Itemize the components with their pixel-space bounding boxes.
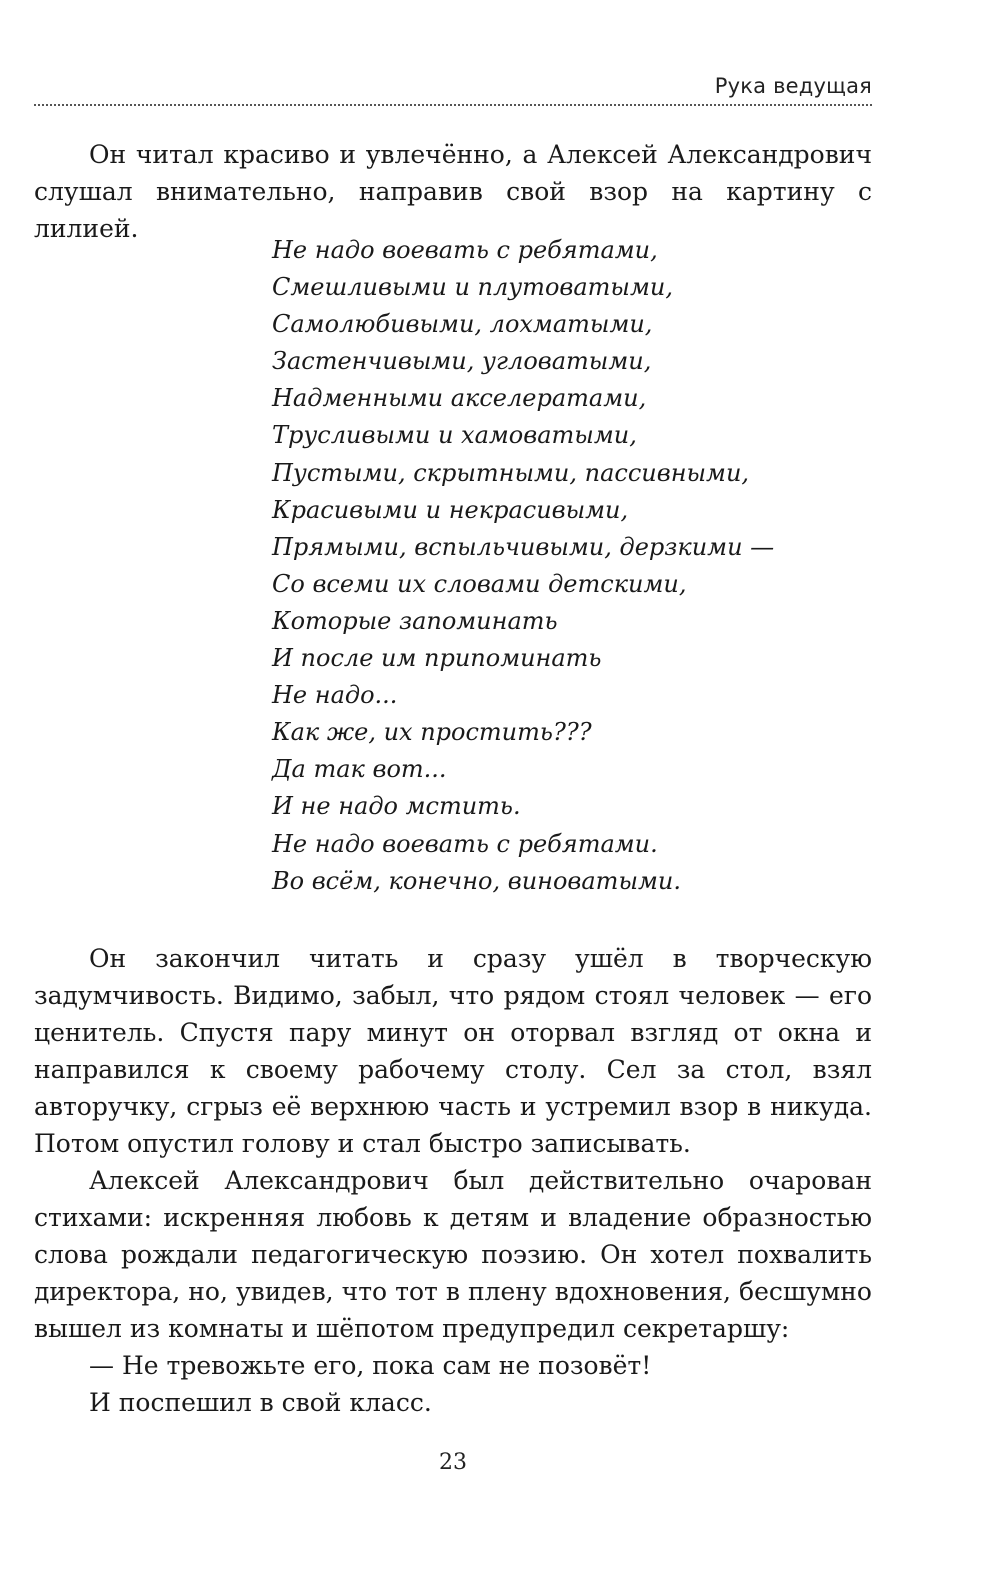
poem-line: Не надо воевать с ребятами, [272,236,658,264]
poem-line: Красивыми и некрасивыми, [272,495,629,524]
paragraph: Он читал красиво и увлечённо, а Алексей Александрович слушал внимательно, направив свой взор на картину с лилией. [34,140,872,243]
poem-line: И после им припоминать [272,644,602,673]
poem-line: Застенчивыми, угловатыми, [272,347,652,376]
paragraph: Он закончил читать и сразу ушёл в творческую задумчивость. Видимо, забыл, что рядом стоял человек — его ценитель. Спустя пару минут он оторвал взгляд от окна и направился к своему рабочему столу. Сел за стол, взял авторучку, сгрыз её верхнюю часть и устремил взор в никуда. Потом опустил голову и стал быстро записывать. [34,944,872,1158]
poem-line: Смешливыми и плутоватыми, [272,273,673,302]
outro-text [34,940,872,1421]
running-head: Рука ведущая [714,74,872,98]
poem-line: Да так вот... [272,755,447,784]
paragraph: — Не тревожьте его, пока сам не позовёт! [89,1351,652,1380]
poem-line: Во всём, конечно, виноватыми. [272,866,681,895]
poem-line: Надменными акселератами, [272,384,647,413]
header-dotted-rule [34,104,872,106]
poem-line: Не надо воевать с ребятами. [272,829,658,858]
poem-line: Трусливыми и хамоватыми, [272,421,637,450]
poem-line: Прямыми, вспыльчивыми, дерзкими — [272,532,775,561]
paragraph: И поспешил в свой класс. [89,1388,432,1417]
poem-line: Которые запоминать [272,606,558,635]
page-number: 23 [439,1450,467,1475]
intro-text [34,136,872,247]
poem-line: Со всеми их словами детскими, [272,569,687,598]
poem-line: Как же, их простить??? [272,718,592,747]
poem [272,232,774,900]
poem-line: И не надо мстить. [272,792,521,821]
poem-line: Пустыми, скрытными, пассивными, [272,458,750,487]
poem-line: Не надо... [272,681,398,710]
paragraph: Алексей Александрович был действительно очарован стихами: искренняя любовь к детям и владение образностью слова рождали педагогическую поэзию. Он хотел похвалить директора, но, увидев, что тот в плену вдохновения, бесшумно вышел из комнаты и шёпотом предупредил секретаршу: [34,1166,872,1343]
poem-line: Самолюбивыми, лохматыми, [272,310,653,339]
